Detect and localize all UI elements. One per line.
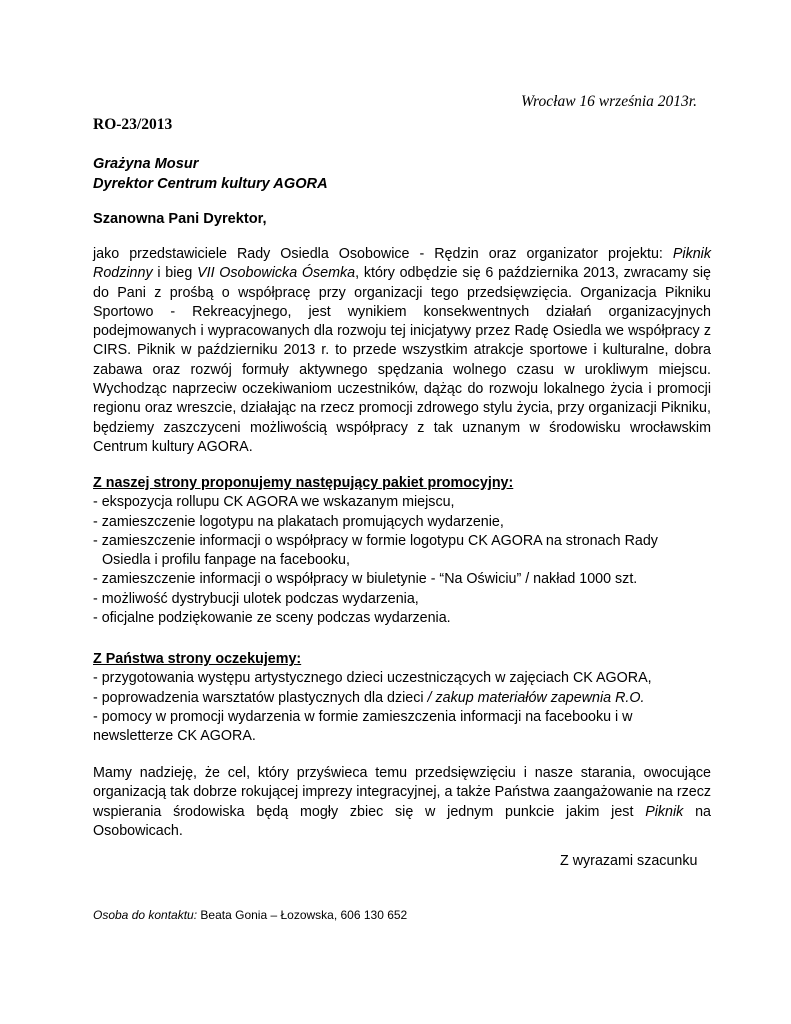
expect-item-2-note: / zakup materiałów zapewnia R.O. bbox=[427, 689, 645, 706]
offer-heading: Z naszej strony proponujemy następujący pakiet promocyjny: bbox=[93, 475, 514, 491]
salutation: Szanowna Pani Dyrektor, bbox=[93, 211, 267, 227]
contact-value: Beata Gonia – Łozowska, 606 130 652 bbox=[197, 908, 408, 922]
list-item: - oficjalne podziękowanie ze sceny podczas wydarzenia. bbox=[93, 610, 451, 627]
letter-date: Wrocław 16 września 2013r. bbox=[521, 93, 697, 110]
list-item: - możliwość dystrybucji ulotek podczas wydarzenia, bbox=[93, 590, 419, 607]
expect-item-2-text: - poprowadzenia warsztatów plastycznych dla dzieci bbox=[93, 689, 428, 706]
closing-text-1: Mamy nadzieję, że cel, który przyświeca temu przedsięwzięciu i nasze starania, owocujące organizacją tak dobrze rokującej imprezy integracyjnej, a także Państwa zaangażowanie na rzecz wspierania środowiska będą mogły zbiec się w jednym punkcie jakim jest bbox=[93, 765, 711, 820]
expect-section bbox=[93, 650, 711, 746]
regards-line: Z wyrazami szacunku bbox=[560, 853, 698, 869]
closing-paragraph bbox=[93, 764, 711, 841]
offer-list bbox=[93, 493, 711, 628]
list-item bbox=[93, 689, 711, 708]
intro-text-2: i bieg bbox=[152, 265, 198, 282]
event-name-bieg: VII Osobowicka Ósemka bbox=[197, 265, 356, 282]
list-item: Osiedla i profilu fanpage na facebooku, bbox=[102, 552, 350, 569]
intro-text-3: , który odbędzie się 6 października 2013, zwracamy się do Pani z prośbą o współpracę przy organizacji tego przedsięwzięcia. Organizacja Pikniku Sportowo - Rekreacyjnego, jest wynikiem konsekwentnych działań organizacyjnych podejmowanych i wypracowanych dla rozwoju tej inicjatywy przez Radę Osiedla we współpracy z CIRS. Piknik w październiku 2013 r. to przede wszystkim atrakcje sportowe i kulturalne, dobra zabawa oraz rozwój formuły aktywnego spędzania wolnego czasu w urokliwym miejscu. Wychodząc naprzeciw oczekiwaniom uczestników, dążąc do rozwoju lokalnego życia i promocji regionu oraz wreszcie, działając na rzecz promocji zdrowego stylu życia, przy organizacji Pikniku, będziemy zaszczyceni możliwością współpracy z tak uznanym w środowisku wrocławskim Centrum kultury AGORA. bbox=[93, 265, 711, 455]
list-item: - zamieszczenie informacji o współpracy w biuletynie - “Na Oświciu” / nakład 1000 szt. bbox=[93, 571, 638, 588]
closing-text-2: na Osobowicach. bbox=[93, 803, 711, 839]
offer-section bbox=[93, 474, 711, 628]
reference-number: RO-23/2013 bbox=[93, 116, 173, 133]
list-item: - zamieszczenie informacji o współpracy w formie logotypu CK AGORA na stronach Rady bbox=[93, 532, 658, 549]
recipient-block bbox=[93, 154, 328, 194]
list-item: - ekspozycja rollupu CK AGORA we wskazanym miejscu, bbox=[93, 494, 455, 511]
list-item: - przygotowania występu artystycznego dzieci uczestniczących w zajęciach CK AGORA, bbox=[93, 670, 652, 687]
contact-line bbox=[93, 908, 407, 922]
list-item: - zamieszczenie logotypu na plakatach promujących wydarzenie, bbox=[93, 513, 504, 530]
closing-piknik: Piknik bbox=[645, 803, 684, 820]
list-item: - pomocy w promocji wydarzenia w formie zamieszczenia informacji na facebooku i w newsletterze CK AGORA. bbox=[93, 708, 633, 745]
recipient-title: Dyrektor Centrum kultury AGORA bbox=[93, 176, 328, 192]
intro-paragraph bbox=[93, 245, 711, 457]
expect-heading: Z Państwa strony oczekujemy: bbox=[93, 651, 302, 667]
contact-label: Osoba do kontaktu: bbox=[93, 908, 198, 922]
intro-text-1: jako przedstawiciele Rady Osiedla Osobowice - Rędzin oraz organizator projektu: bbox=[93, 246, 673, 262]
event-name-piknik: Piknik Rodzinny bbox=[93, 246, 711, 282]
recipient-name: Grażyna Mosur bbox=[93, 156, 199, 172]
